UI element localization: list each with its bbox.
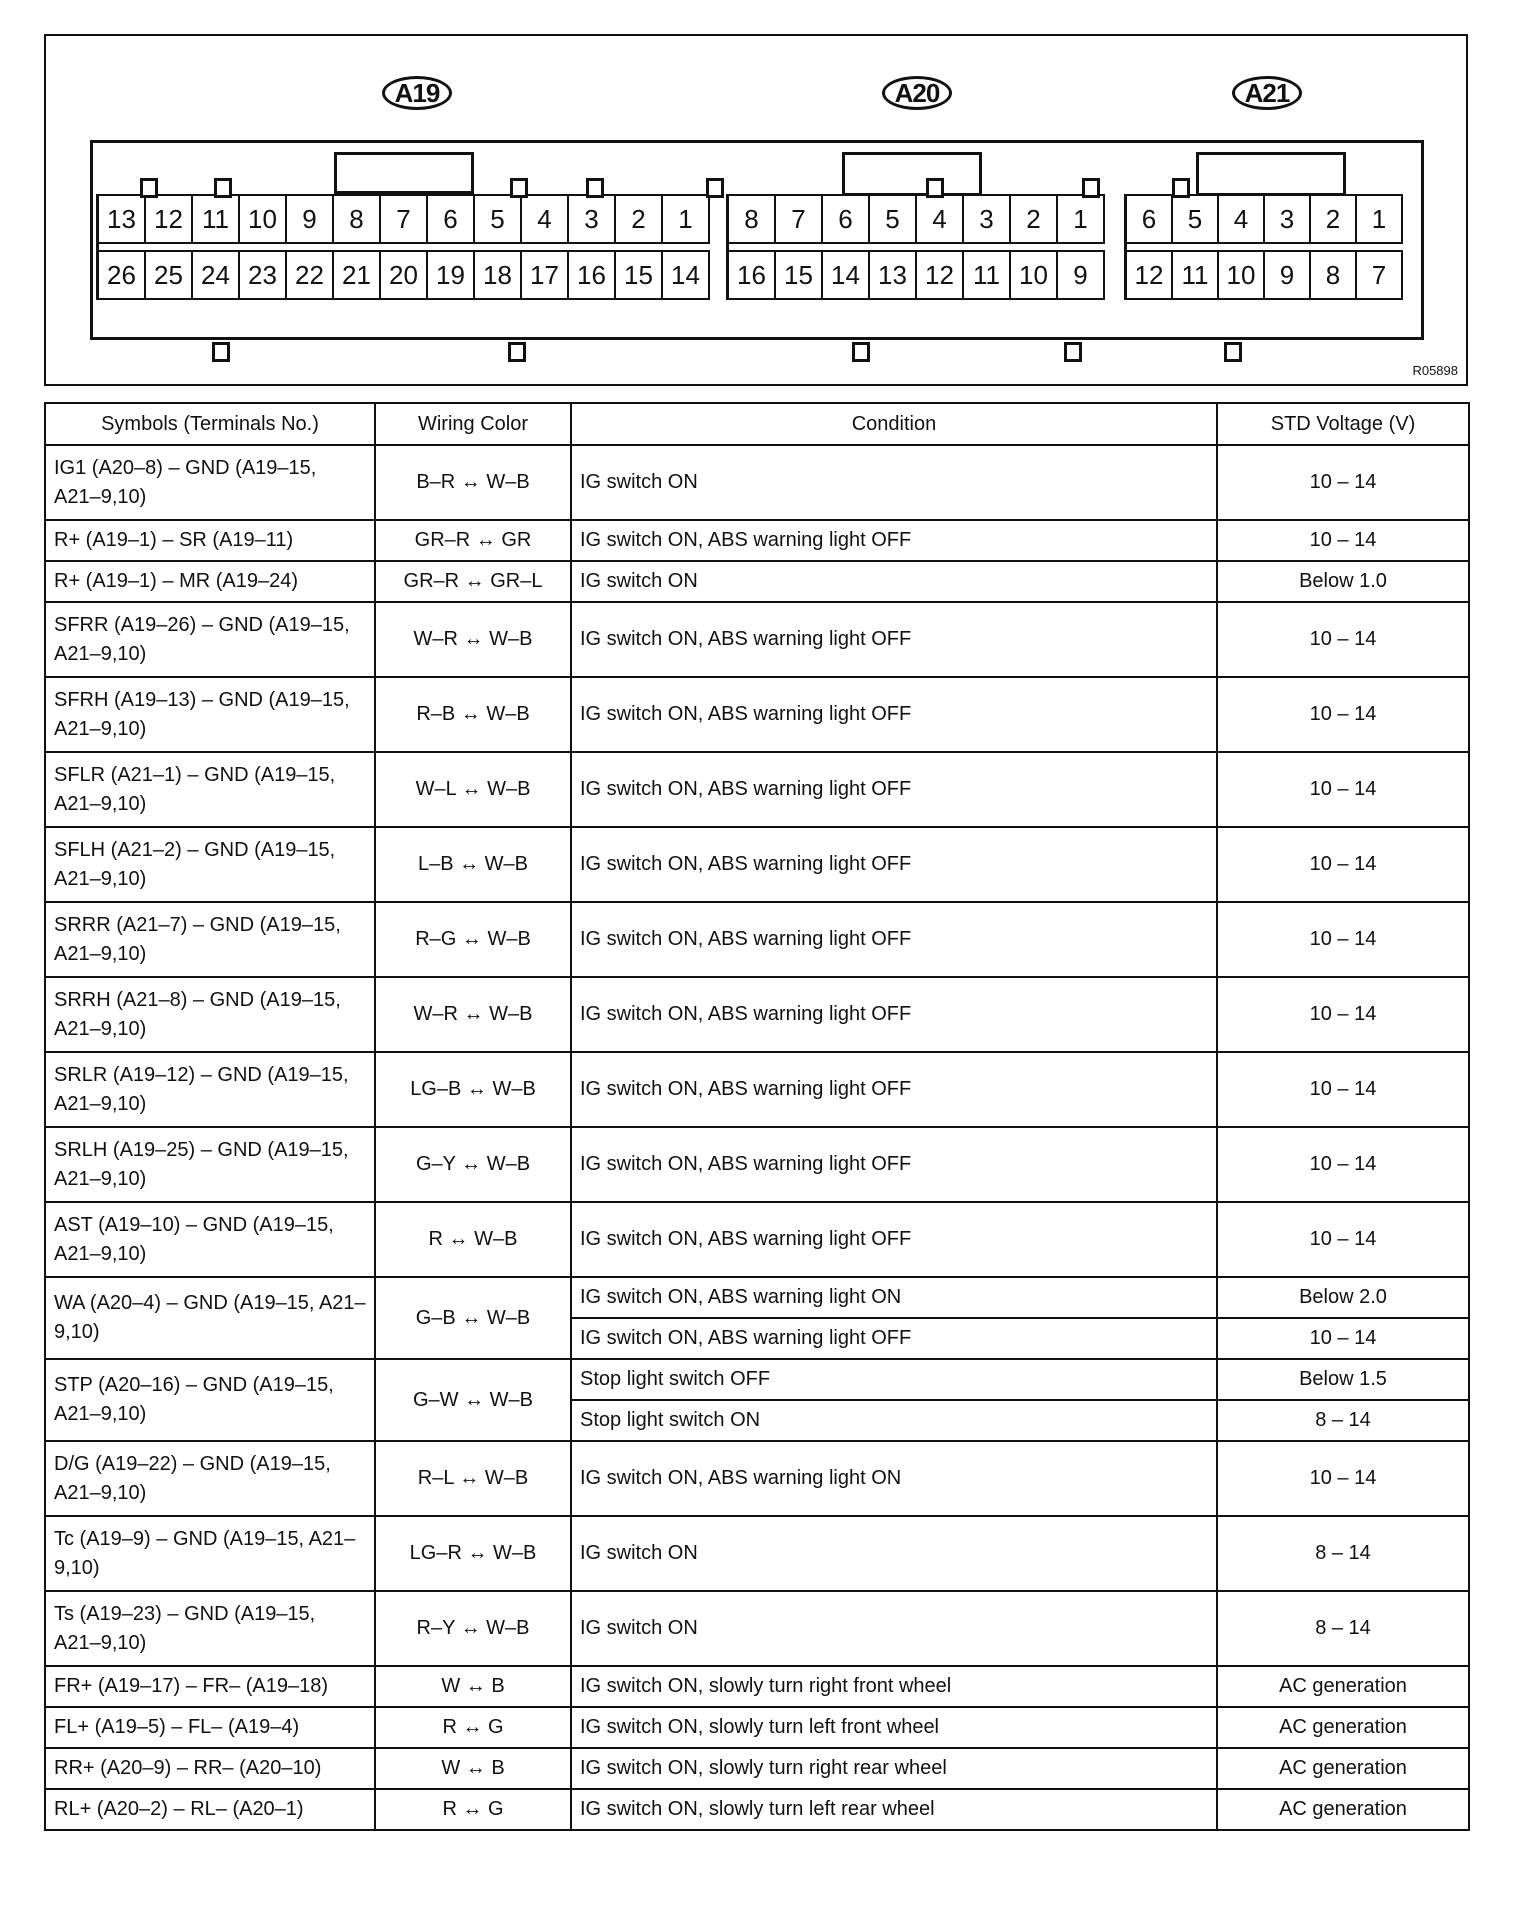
terminal-voltage-table bbox=[44, 402, 1470, 1831]
pin-cell: 12 bbox=[144, 194, 193, 244]
figure-reference-code: R05898 bbox=[1412, 363, 1458, 378]
cell-std-voltage: Below 2.0 bbox=[1217, 1277, 1469, 1318]
cell-condition: IG switch ON, ABS warning light OFF bbox=[571, 827, 1217, 902]
cell-std-voltage: 10 – 14 bbox=[1217, 1318, 1469, 1359]
pin-cell: 5 bbox=[1171, 194, 1219, 244]
header-wiring-color: Wiring Color bbox=[375, 403, 571, 445]
pin-cell: 2 bbox=[1309, 194, 1357, 244]
cell-condition: IG switch ON, ABS warning light OFF bbox=[571, 677, 1217, 752]
cell-wiring-color: R ↔ G bbox=[375, 1789, 571, 1830]
pin-cell: 4 bbox=[915, 194, 964, 244]
connector-tab bbox=[140, 178, 158, 198]
connector-tab bbox=[214, 178, 232, 198]
cell-symbols: RL+ (A20–2) – RL– (A20–1) bbox=[45, 1789, 375, 1830]
pin-cell: 4 bbox=[520, 194, 569, 244]
header-condition: Condition bbox=[571, 403, 1217, 445]
table-row bbox=[45, 1441, 1469, 1516]
cell-condition: IG switch ON, ABS warning light OFF bbox=[571, 977, 1217, 1052]
latch-a21 bbox=[1196, 152, 1346, 196]
table-row bbox=[45, 1666, 1469, 1707]
cell-condition: IG switch ON bbox=[571, 1516, 1217, 1591]
pin-cell: 26 bbox=[97, 250, 146, 300]
connector-tab bbox=[926, 178, 944, 198]
cell-wiring-color: L–B ↔ W–B bbox=[375, 827, 571, 902]
pin-cell: 8 bbox=[1309, 250, 1357, 300]
connector-tab bbox=[852, 342, 870, 362]
cell-wiring-color: R–Y ↔ W–B bbox=[375, 1591, 571, 1666]
connector-label-a21: A21 bbox=[1232, 76, 1302, 110]
table-row bbox=[45, 1591, 1469, 1666]
cell-symbols: SFRH (A19–13) – GND (A19–15, A21–9,10) bbox=[45, 677, 375, 752]
cell-wiring-color: G–W ↔ W–B bbox=[375, 1359, 571, 1441]
table-row bbox=[45, 1202, 1469, 1277]
cell-condition: IG switch ON, ABS warning light OFF bbox=[571, 1318, 1217, 1359]
pin-cell: 20 bbox=[379, 250, 428, 300]
pin-cell: 11 bbox=[962, 250, 1011, 300]
header-symbols: Symbols (Terminals No.) bbox=[45, 403, 375, 445]
cell-wiring-color: W–R ↔ W–B bbox=[375, 602, 571, 677]
cell-std-voltage: 10 – 14 bbox=[1217, 1441, 1469, 1516]
pin-cell: 12 bbox=[1125, 250, 1173, 300]
pin-cell: 4 bbox=[1217, 194, 1265, 244]
cell-wiring-color: B–R ↔ W–B bbox=[375, 445, 571, 520]
cell-symbols: R+ (A19–1) – SR (A19–11) bbox=[45, 520, 375, 561]
pin-cell: 6 bbox=[1125, 194, 1173, 244]
cell-wiring-color: R–G ↔ W–B bbox=[375, 902, 571, 977]
cell-condition: IG switch ON, ABS warning light OFF bbox=[571, 1052, 1217, 1127]
cell-condition: IG switch ON, ABS warning light ON bbox=[571, 1277, 1217, 1318]
cell-condition: IG switch ON, ABS warning light OFF bbox=[571, 1202, 1217, 1277]
connector-diagram bbox=[44, 34, 1468, 386]
pin-cell: 5 bbox=[868, 194, 917, 244]
cell-condition: Stop light switch ON bbox=[571, 1400, 1217, 1441]
pin-cell: 6 bbox=[426, 194, 475, 244]
table-row bbox=[45, 1707, 1469, 1748]
table-row bbox=[45, 520, 1469, 561]
cell-std-voltage: 8 – 14 bbox=[1217, 1591, 1469, 1666]
cell-wiring-color: R–B ↔ W–B bbox=[375, 677, 571, 752]
cell-wiring-color: R ↔ G bbox=[375, 1707, 571, 1748]
cell-wiring-color: R–L ↔ W–B bbox=[375, 1441, 571, 1516]
cell-wiring-color: G–B ↔ W–B bbox=[375, 1277, 571, 1359]
connector-tab bbox=[212, 342, 230, 362]
cell-std-voltage: Below 1.5 bbox=[1217, 1359, 1469, 1400]
cell-wiring-color: G–Y ↔ W–B bbox=[375, 1127, 571, 1202]
table-row bbox=[45, 445, 1469, 520]
cell-symbols: SFRR (A19–26) – GND (A19–15, A21–9,10) bbox=[45, 602, 375, 677]
pin-cell: 3 bbox=[567, 194, 616, 244]
cell-condition: IG switch ON bbox=[571, 445, 1217, 520]
cell-symbols: FR+ (A19–17) – FR– (A19–18) bbox=[45, 1666, 375, 1707]
pin-cell: 8 bbox=[332, 194, 381, 244]
pin-cell: 1 bbox=[1056, 194, 1105, 244]
cell-symbols: RR+ (A20–9) – RR– (A20–10) bbox=[45, 1748, 375, 1789]
cell-symbols: Ts (A19–23) – GND (A19–15, A21–9,10) bbox=[45, 1591, 375, 1666]
cell-condition: IG switch ON bbox=[571, 1591, 1217, 1666]
cell-wiring-color: LG–B ↔ W–B bbox=[375, 1052, 571, 1127]
cell-symbols: IG1 (A20–8) – GND (A19–15, A21–9,10) bbox=[45, 445, 375, 520]
table-row bbox=[45, 1516, 1469, 1591]
pin-cell: 22 bbox=[285, 250, 334, 300]
cell-symbols: D/G (A19–22) – GND (A19–15, A21–9,10) bbox=[45, 1441, 375, 1516]
cell-symbols: SRRH (A21–8) – GND (A19–15, A21–9,10) bbox=[45, 977, 375, 1052]
cell-std-voltage: 10 – 14 bbox=[1217, 520, 1469, 561]
connector-tab bbox=[586, 178, 604, 198]
connector-tab bbox=[510, 178, 528, 198]
pin-cell: 9 bbox=[1263, 250, 1311, 300]
connector-tab bbox=[1082, 178, 1100, 198]
pin-cell: 1 bbox=[661, 194, 710, 244]
cell-std-voltage: 10 – 14 bbox=[1217, 1127, 1469, 1202]
pin-cell: 10 bbox=[238, 194, 287, 244]
cell-wiring-color: W–L ↔ W–B bbox=[375, 752, 571, 827]
pin-cell: 11 bbox=[1171, 250, 1219, 300]
cell-symbols: SFLH (A21–2) – GND (A19–15, A21–9,10) bbox=[45, 827, 375, 902]
cell-std-voltage: 10 – 14 bbox=[1217, 902, 1469, 977]
cell-symbols: AST (A19–10) – GND (A19–15, A21–9,10) bbox=[45, 1202, 375, 1277]
cell-condition: IG switch ON, ABS warning light OFF bbox=[571, 752, 1217, 827]
pin-cell: 25 bbox=[144, 250, 193, 300]
table-header-row bbox=[45, 403, 1469, 445]
pin-cell: 1 bbox=[1355, 194, 1403, 244]
header-std-voltage: STD Voltage (V) bbox=[1217, 403, 1469, 445]
connector-tab bbox=[1172, 178, 1190, 198]
pin-cell: 3 bbox=[962, 194, 1011, 244]
pin-cell: 10 bbox=[1217, 250, 1265, 300]
cell-condition: Stop light switch OFF bbox=[571, 1359, 1217, 1400]
pin-cell: 9 bbox=[1056, 250, 1105, 300]
table-row bbox=[45, 827, 1469, 902]
pin-cell: 18 bbox=[473, 250, 522, 300]
cell-condition: IG switch ON, ABS warning light OFF bbox=[571, 602, 1217, 677]
pin-cell: 15 bbox=[774, 250, 823, 300]
cell-std-voltage: 10 – 14 bbox=[1217, 1052, 1469, 1127]
cell-wiring-color: GR–R ↔ GR bbox=[375, 520, 571, 561]
cell-wiring-color: W ↔ B bbox=[375, 1748, 571, 1789]
connector-a19 bbox=[96, 194, 710, 300]
connector-tab bbox=[1064, 342, 1082, 362]
cell-symbols: FL+ (A19–5) – FL– (A19–4) bbox=[45, 1707, 375, 1748]
table-row bbox=[45, 1052, 1469, 1127]
pin-cell: 17 bbox=[520, 250, 569, 300]
pin-cell: 15 bbox=[614, 250, 663, 300]
connector-tab bbox=[508, 342, 526, 362]
cell-std-voltage: 10 – 14 bbox=[1217, 752, 1469, 827]
table-row bbox=[45, 977, 1469, 1052]
cell-condition: IG switch ON, ABS warning light ON bbox=[571, 1441, 1217, 1516]
table-row bbox=[45, 1127, 1469, 1202]
cell-std-voltage: AC generation bbox=[1217, 1748, 1469, 1789]
pin-cell: 24 bbox=[191, 250, 240, 300]
connector-a20 bbox=[726, 194, 1105, 300]
pin-cell: 14 bbox=[661, 250, 710, 300]
cell-std-voltage: AC generation bbox=[1217, 1666, 1469, 1707]
pin-cell: 2 bbox=[1009, 194, 1058, 244]
latch-a20 bbox=[842, 152, 982, 196]
pin-cell: 21 bbox=[332, 250, 381, 300]
pin-cell: 5 bbox=[473, 194, 522, 244]
pin-cell: 14 bbox=[821, 250, 870, 300]
cell-symbols: STP (A20–16) – GND (A19–15, A21–9,10) bbox=[45, 1359, 375, 1441]
cell-symbols: SRRR (A21–7) – GND (A19–15, A21–9,10) bbox=[45, 902, 375, 977]
cell-std-voltage: 10 – 14 bbox=[1217, 445, 1469, 520]
connector-label-a19: A19 bbox=[382, 76, 452, 110]
pin-cell: 16 bbox=[567, 250, 616, 300]
cell-wiring-color: GR–R ↔ GR–L bbox=[375, 561, 571, 602]
cell-symbols: Tc (A19–9) – GND (A19–15, A21–9,10) bbox=[45, 1516, 375, 1591]
pin-cell: 7 bbox=[379, 194, 428, 244]
cell-std-voltage: 10 – 14 bbox=[1217, 677, 1469, 752]
cell-std-voltage: 10 – 14 bbox=[1217, 977, 1469, 1052]
cell-symbols: R+ (A19–1) – MR (A19–24) bbox=[45, 561, 375, 602]
cell-std-voltage: AC generation bbox=[1217, 1707, 1469, 1748]
cell-condition: IG switch ON, slowly turn left front wheel bbox=[571, 1707, 1217, 1748]
cell-std-voltage: 8 – 14 bbox=[1217, 1516, 1469, 1591]
pin-cell: 8 bbox=[727, 194, 776, 244]
pin-cell: 6 bbox=[821, 194, 870, 244]
cell-std-voltage: 10 – 14 bbox=[1217, 827, 1469, 902]
cell-std-voltage: Below 1.0 bbox=[1217, 561, 1469, 602]
pin-cell: 9 bbox=[285, 194, 334, 244]
cell-condition: IG switch ON, ABS warning light OFF bbox=[571, 902, 1217, 977]
table-body bbox=[45, 445, 1469, 1830]
latch-a19 bbox=[334, 152, 474, 194]
table-row bbox=[45, 1277, 1469, 1318]
connector-tab bbox=[706, 178, 724, 198]
cell-std-voltage: AC generation bbox=[1217, 1789, 1469, 1830]
cell-condition: IG switch ON, ABS warning light OFF bbox=[571, 520, 1217, 561]
cell-condition: IG switch ON, slowly turn right front wheel bbox=[571, 1666, 1217, 1707]
connector-a21 bbox=[1124, 194, 1403, 300]
pin-cell: 7 bbox=[1355, 250, 1403, 300]
connector-tab bbox=[1224, 342, 1242, 362]
pin-cell: 7 bbox=[774, 194, 823, 244]
pin-cell: 16 bbox=[727, 250, 776, 300]
cell-symbols: SFLR (A21–1) – GND (A19–15, A21–9,10) bbox=[45, 752, 375, 827]
pin-cell: 19 bbox=[426, 250, 475, 300]
pin-cell: 12 bbox=[915, 250, 964, 300]
pin-cell: 3 bbox=[1263, 194, 1311, 244]
cell-condition: IG switch ON, slowly turn left rear wheel bbox=[571, 1789, 1217, 1830]
cell-symbols: SRLR (A19–12) – GND (A19–15, A21–9,10) bbox=[45, 1052, 375, 1127]
cell-std-voltage: 10 – 14 bbox=[1217, 1202, 1469, 1277]
pin-cell: 10 bbox=[1009, 250, 1058, 300]
cell-symbols: WA (A20–4) – GND (A19–15, A21–9,10) bbox=[45, 1277, 375, 1359]
table-row bbox=[45, 602, 1469, 677]
pin-cell: 13 bbox=[868, 250, 917, 300]
cell-condition: IG switch ON, ABS warning light OFF bbox=[571, 1127, 1217, 1202]
cell-wiring-color: W ↔ B bbox=[375, 1666, 571, 1707]
table-row bbox=[45, 1748, 1469, 1789]
connector-label-a20: A20 bbox=[882, 76, 952, 110]
cell-symbols: SRLH (A19–25) – GND (A19–15, A21–9,10) bbox=[45, 1127, 375, 1202]
table-row bbox=[45, 677, 1469, 752]
cell-std-voltage: 8 – 14 bbox=[1217, 1400, 1469, 1441]
cell-condition: IG switch ON, slowly turn right rear wheel bbox=[571, 1748, 1217, 1789]
cell-wiring-color: LG–R ↔ W–B bbox=[375, 1516, 571, 1591]
cell-std-voltage: 10 – 14 bbox=[1217, 602, 1469, 677]
pin-cell: 11 bbox=[191, 194, 240, 244]
table-row bbox=[45, 1789, 1469, 1830]
table-row bbox=[45, 561, 1469, 602]
table-row bbox=[45, 1359, 1469, 1400]
pin-cell: 23 bbox=[238, 250, 287, 300]
table-row bbox=[45, 902, 1469, 977]
cell-wiring-color: R ↔ W–B bbox=[375, 1202, 571, 1277]
pin-cell: 13 bbox=[97, 194, 146, 244]
table-row bbox=[45, 752, 1469, 827]
cell-wiring-color: W–R ↔ W–B bbox=[375, 977, 571, 1052]
pin-cell: 2 bbox=[614, 194, 663, 244]
cell-condition: IG switch ON bbox=[571, 561, 1217, 602]
